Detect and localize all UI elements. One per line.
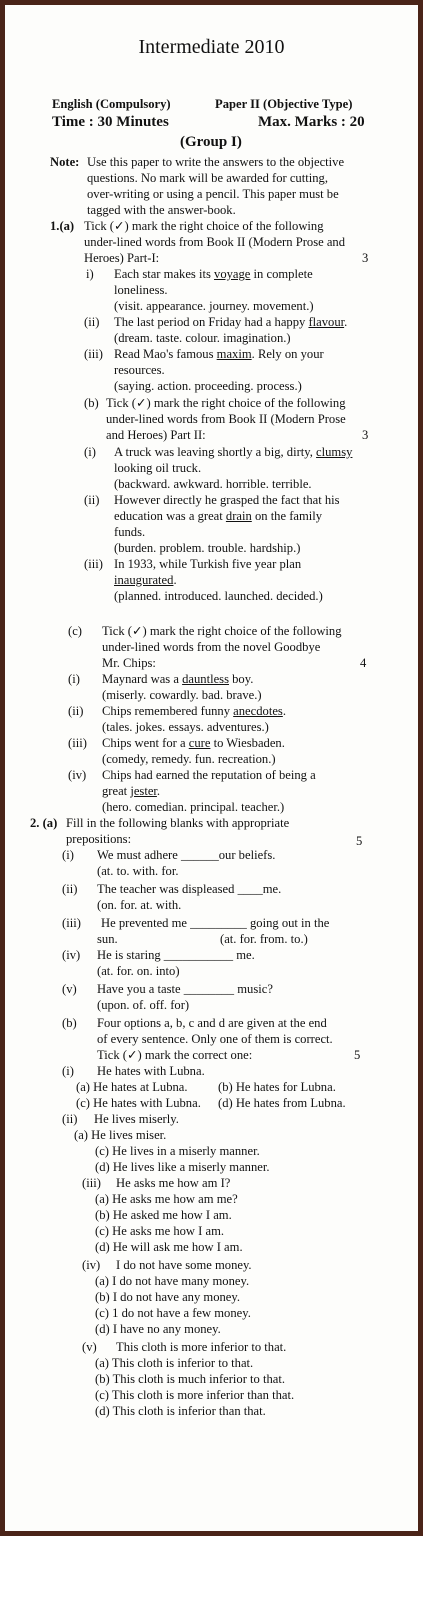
item-option: (a) This cloth is inferior to that. bbox=[95, 1356, 254, 1370]
item-option: (d) He hates from Lubna. bbox=[218, 1096, 346, 1110]
item-options: (visit. appearance. journey. movement.) bbox=[114, 299, 314, 313]
item-number: (i) bbox=[62, 1064, 74, 1078]
item-text: Maynard was a dauntless boy. bbox=[102, 672, 254, 686]
item-number: (ii) bbox=[84, 493, 100, 507]
exam-paper bbox=[10, 8, 413, 1528]
item-option: (d) He lives like a miserly manner. bbox=[95, 1160, 270, 1174]
item-text: In 1933, while Turkish five year plan bbox=[114, 557, 302, 571]
question-number: (b) bbox=[62, 1016, 77, 1030]
question-text: under-lined words from Book II (Modern Prose and bbox=[84, 235, 346, 249]
item-text: Chips went for a cure to Wiesbaden. bbox=[102, 736, 285, 750]
question-text: Four options a, b, c and d are given at the end bbox=[97, 1016, 327, 1030]
question-text: Tick (✓) mark the correct one: bbox=[97, 1048, 253, 1062]
item-number: i) bbox=[86, 267, 94, 281]
item-text: inaugurated. bbox=[114, 573, 177, 587]
note-line: questions. No mark will be awarded for cutting, bbox=[87, 171, 328, 185]
paper-title: Intermediate 2010 bbox=[138, 36, 285, 58]
item-option: (c) He hates with Lubna. bbox=[76, 1096, 201, 1110]
item-question: He lives miserly. bbox=[94, 1112, 179, 1126]
marks-label: Max. Marks : 20 bbox=[258, 114, 365, 130]
item-options: (backward. awkward. horrible. terrible. bbox=[114, 477, 312, 491]
item-number: (i) bbox=[68, 672, 80, 686]
question-text: prepositions: bbox=[66, 832, 132, 846]
item-number: (iii) bbox=[84, 557, 103, 571]
item-text: Have you a taste ________ music? bbox=[97, 982, 273, 996]
item-options: (saying. action. proceeding. process.) bbox=[114, 379, 302, 393]
note-label: Note: bbox=[50, 155, 80, 169]
question-text: Tick (✓) mark the right choice of the following bbox=[106, 396, 346, 410]
item-option: (b) This cloth is much inferior to that. bbox=[95, 1372, 286, 1386]
item-options: (tales. jokes. essays. adventures.) bbox=[102, 720, 269, 734]
item-text: sun. bbox=[97, 932, 118, 946]
item-number: (iv) bbox=[82, 1258, 101, 1272]
item-number: (v) bbox=[82, 1340, 97, 1354]
question-number: (c) bbox=[68, 624, 82, 638]
question-text: under-lined words from the novel Goodbye bbox=[102, 640, 321, 654]
question-marks: 3 bbox=[362, 428, 369, 442]
item-option: (c) He asks me how I am. bbox=[95, 1224, 225, 1238]
note-line: Use this paper to write the answers to the objective bbox=[87, 155, 345, 169]
item-options: (upon. of. off. for) bbox=[97, 998, 190, 1012]
item-text: education was a great drain on the family bbox=[114, 509, 323, 523]
item-number: (iii) bbox=[68, 736, 87, 750]
question-number: (b) bbox=[84, 396, 99, 410]
question-text: Tick (✓) mark the right choice of the following bbox=[84, 219, 324, 233]
question-text: of every sentence. Only one of them is correct. bbox=[97, 1032, 333, 1046]
item-number: (iv) bbox=[68, 768, 87, 782]
question-text: Mr. Chips: bbox=[102, 656, 156, 670]
item-option: (b) I do not have any money. bbox=[95, 1290, 241, 1304]
note-line: over-writing or using a pencil. This paper must be bbox=[87, 187, 339, 201]
item-number: (v) bbox=[62, 982, 77, 996]
item-number: (ii) bbox=[62, 882, 78, 896]
item-text: funds. bbox=[114, 525, 146, 539]
item-text: looking oil truck. bbox=[114, 461, 202, 475]
item-text: Read Mao's famous maxim. Rely on your bbox=[114, 347, 324, 361]
note-line: tagged with the answer-book. bbox=[87, 203, 236, 217]
item-option: (a) He hates at Lubna. bbox=[76, 1080, 188, 1094]
item-text: We must adhere ______our beliefs. bbox=[97, 848, 276, 862]
item-number: (ii) bbox=[68, 704, 84, 718]
item-option: (b) He asked me how I am. bbox=[95, 1208, 232, 1222]
question-number: 1.(a) bbox=[50, 219, 75, 233]
item-options: (hero. comedian. principal. teacher.) bbox=[102, 800, 285, 814]
item-options: (at. for. on. into) bbox=[97, 964, 180, 978]
item-number: (iii) bbox=[84, 347, 103, 361]
item-option: (a) I do not have many money. bbox=[95, 1274, 250, 1288]
group-label: (Group I) bbox=[180, 134, 242, 150]
item-number: (iii) bbox=[82, 1176, 101, 1190]
item-option: (d) He will ask me how I am. bbox=[95, 1240, 243, 1254]
item-number: (i) bbox=[62, 848, 74, 862]
item-text: However directly he grasped the fact that his bbox=[114, 493, 340, 507]
item-option: (c) This cloth is more inferior than that. bbox=[95, 1388, 295, 1402]
item-options: (miserly. cowardly. bad. brave.) bbox=[102, 688, 262, 702]
question-text: Tick (✓) mark the right choice of the following bbox=[102, 624, 342, 638]
item-text: great jester. bbox=[102, 784, 161, 798]
item-options: (planned. introduced. launched. decided.) bbox=[114, 589, 323, 603]
question-marks: 5 bbox=[356, 834, 363, 848]
question-marks: 3 bbox=[362, 251, 369, 265]
item-option: (b) He hates for Lubna. bbox=[218, 1080, 336, 1094]
item-text: Chips had earned the reputation of being a bbox=[102, 768, 316, 782]
item-options: (dream. taste. colour. imagination.) bbox=[114, 331, 291, 345]
item-text: He is staring ___________ me. bbox=[97, 948, 255, 962]
item-text: Each star makes its voyage in complete bbox=[114, 267, 313, 281]
item-number: (i) bbox=[84, 445, 96, 459]
question-text: Fill in the following blanks with appropriate bbox=[66, 816, 290, 830]
item-text: loneliness. bbox=[114, 283, 168, 297]
subject-label: English (Compulsory) bbox=[52, 97, 171, 111]
item-option: (c) 1 do not have a few money. bbox=[95, 1306, 251, 1320]
paper-label: Paper II (Objective Type) bbox=[215, 97, 353, 111]
item-options: (on. for. at. with. bbox=[97, 898, 182, 912]
item-number: (iv) bbox=[62, 948, 81, 962]
item-text: He prevented me _________ going out in the bbox=[101, 916, 330, 930]
item-options: (at. to. with. for. bbox=[97, 864, 179, 878]
item-options: (comedy, remedy. fun. recreation.) bbox=[102, 752, 276, 766]
question-number: 2. (a) bbox=[30, 816, 58, 830]
item-option: (a) He lives miser. bbox=[74, 1128, 167, 1142]
item-number: (iii) bbox=[62, 916, 81, 930]
item-option: (c) He lives in a miserly manner. bbox=[95, 1144, 260, 1158]
item-option: (d) This cloth is inferior than that. bbox=[95, 1404, 266, 1418]
item-text: A truck was leaving shortly a big, dirty, clumsy bbox=[114, 445, 353, 459]
item-question: He asks me how am I? bbox=[116, 1176, 231, 1190]
item-option: (d) I have no any money. bbox=[95, 1322, 221, 1336]
item-text: The teacher was displeased ____me. bbox=[97, 882, 282, 896]
time-label: Time : 30 Minutes bbox=[52, 114, 169, 130]
item-option: (a) He asks me how am me? bbox=[95, 1192, 238, 1206]
question-text: Heroes) Part-I: bbox=[84, 251, 160, 265]
item-options: (at. for. from. to.) bbox=[220, 932, 308, 946]
item-question: This cloth is more inferior to that. bbox=[116, 1340, 287, 1354]
item-number: (ii) bbox=[84, 315, 100, 329]
item-question: I do not have some money. bbox=[116, 1258, 252, 1272]
item-question: He hates with Lubna. bbox=[97, 1064, 205, 1078]
item-text: Chips remembered funny anecdotes. bbox=[102, 704, 286, 718]
question-text: and Heroes) Part II: bbox=[106, 428, 206, 442]
question-marks: 5 bbox=[354, 1048, 361, 1062]
item-text: resources. bbox=[114, 363, 165, 377]
question-marks: 4 bbox=[360, 656, 367, 670]
item-options: (burden. problem. trouble. hardship.) bbox=[114, 541, 301, 555]
question-text: under-lined words from Book II (Modern Prose bbox=[106, 412, 346, 426]
item-number: (ii) bbox=[62, 1112, 78, 1126]
item-text: The last period on Friday had a happy flavour. bbox=[114, 315, 348, 329]
